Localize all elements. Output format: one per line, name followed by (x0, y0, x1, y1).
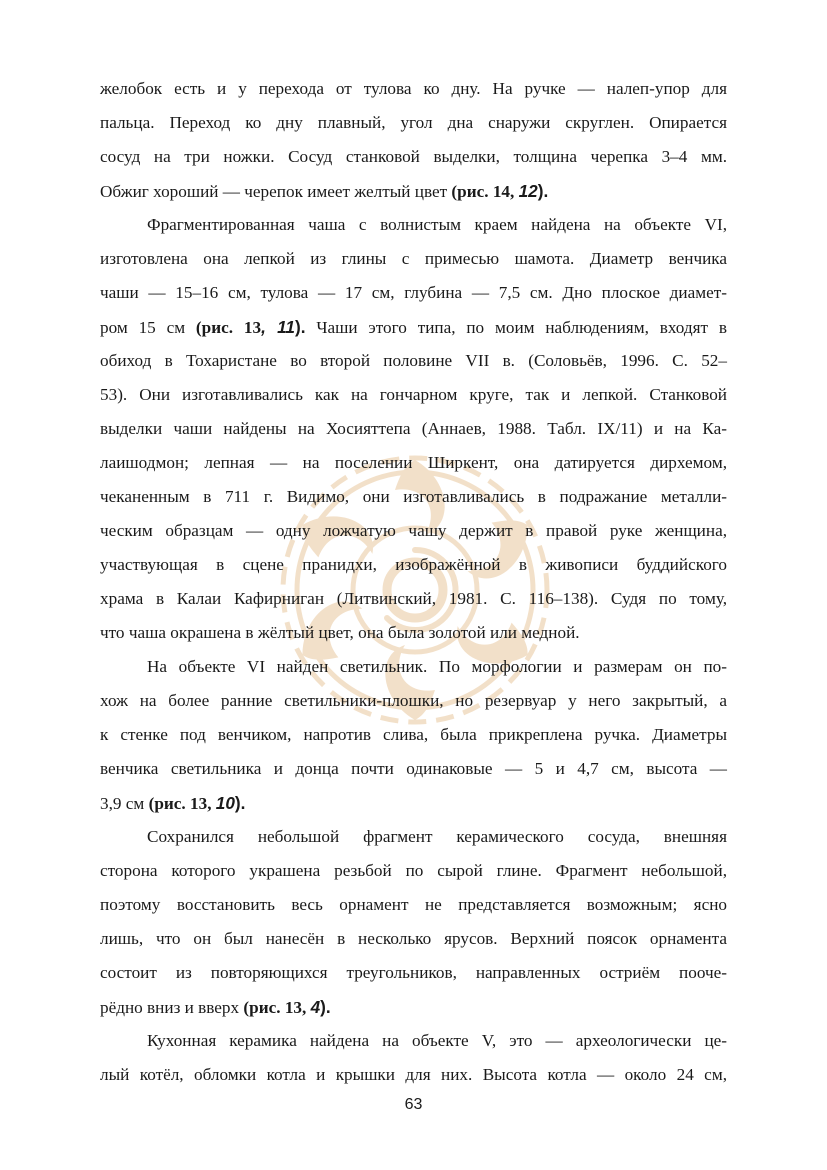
text-line (100, 922, 727, 956)
text-run: чеканенным в 711 г. Видимо, они изготавливались в подражание металли- (100, 487, 727, 506)
text-line (100, 480, 727, 514)
text-run: поэтому восстановить весь орнамент не представляется возможным; ясно (100, 895, 727, 914)
paragraph (100, 820, 727, 1024)
text-line (100, 684, 727, 718)
paragraph (100, 208, 727, 650)
text-run: Фрагментированная чаша с волнистым краем найдена на объекте VI, (147, 215, 727, 234)
figure-reference: (рис. 13 (195, 318, 262, 337)
text-line (100, 106, 727, 140)
text-run: состоит из повторяющихся треугольников, направленных остриём пооче- (100, 963, 727, 982)
text-line (100, 752, 727, 786)
figure-reference: ). (537, 181, 549, 201)
text-run: Кухонная керамика найдена на объекте V, это — археологически це- (147, 1031, 727, 1050)
text-line (100, 514, 727, 548)
text-line (100, 72, 727, 106)
text-line (100, 582, 727, 616)
text-line (100, 174, 727, 208)
paragraph (100, 650, 727, 820)
text-line (100, 888, 727, 922)
text-line (100, 412, 727, 446)
figure-reference: (рис. 13, (243, 998, 311, 1017)
text-run: чаши — 15–16 см, тулова — 17 см, глубина — 7,5 см. Дно плоское диамет- (100, 283, 727, 302)
figure-reference: (рис. 13, (148, 794, 216, 813)
text-run: ческим образцам — одну ложчатую чашу держит в правой руке женщина, (100, 521, 727, 540)
text-line (100, 548, 727, 582)
text-run: Сохранился небольшой фрагмент керамического сосуда, внешняя (147, 827, 727, 846)
text-line (100, 854, 727, 888)
text-line (100, 956, 727, 990)
text-run: пальца. Переход ко дну плавный, угол дна снаружи скруглен. Опирается (100, 113, 727, 132)
text-run: лаишодмон; лепная — на поселении Ширкент, она датируется дирхемом, (100, 453, 727, 472)
text-line (100, 820, 727, 854)
text-run: рёдно вниз и вверх (100, 998, 244, 1017)
text-run: выделки чаши найдены на Хосияттепа (Аннаев, 1988. Табл. IX/11) и на Ка- (100, 419, 727, 438)
text-run: участвующая в сцене пранидхи, изображённой в живописи буддийского (100, 555, 727, 574)
text-run: На объекте VI найден светильник. По морфологии и размерам он по- (147, 657, 727, 676)
figure-reference: ). (320, 997, 331, 1017)
text-run: сторона которого украшена резьбой по сырой глине. Фрагмент небольшой, (100, 861, 727, 880)
document-body (100, 72, 727, 1092)
text-line (100, 786, 727, 820)
figure-reference: ). (234, 793, 246, 813)
figure-reference: 12 (518, 181, 538, 201)
text-line (100, 990, 727, 1024)
figure-reference: (рис. 14, (451, 182, 519, 201)
paragraph (100, 72, 727, 208)
text-run: лишь, что он был нанесён в несколько ярусов. Верхний поясок орнамента (100, 929, 727, 948)
text-line (100, 344, 727, 378)
paragraph (100, 1024, 727, 1092)
text-run: лый котёл, обломки котла и крышки для них. Высота котла — около 24 см, (100, 1065, 727, 1084)
text-line (100, 140, 727, 174)
figure-reference: , 11 (261, 317, 295, 337)
text-run: хож на более ранние светильники-плошки, но резервуар у него закрытый, а (100, 691, 727, 710)
text-line (100, 378, 727, 412)
text-run: желобок есть и у перехода от тулова ко дну. На ручке — налеп-упор для (100, 79, 727, 98)
text-run: Обжиг хороший — черепок имеет желтый цвет (100, 182, 452, 201)
text-line (100, 650, 727, 684)
text-line (100, 208, 727, 242)
text-run: ром 15 см (100, 318, 196, 337)
text-run: 53). Они изготавливались как на гончарном круге, так и лепкой. Станковой (100, 385, 727, 404)
text-line (100, 1058, 727, 1092)
text-run: обиход в Тохаристане во второй половине VII в. (Соловьёв, 1996. С. 52– (100, 351, 727, 370)
figure-reference: ). (295, 317, 306, 337)
page-number: 63 (404, 1096, 423, 1113)
text-line (100, 446, 727, 480)
figure-reference: 10 (215, 793, 235, 813)
text-line (100, 242, 727, 276)
text-run: сосуд на три ножки. Сосуд станковой выделки, толщина черепка 3–4 мм. (100, 147, 727, 166)
text-line (100, 276, 727, 310)
figure-reference: 4 (310, 997, 321, 1017)
text-run: храма в Калаи Кафирниган (Литвинский, 1981. С. 116–138). Судя по тому, (100, 589, 727, 608)
text-run: изготовлена она лепкой из глины с примесью шамота. Диаметр венчика (100, 249, 727, 268)
text-run: 3,9 см (100, 794, 149, 813)
text-line (100, 310, 727, 344)
text-run: к стенке под венчиком, напротив слива, была прикреплена ручка. Диаметры (100, 725, 727, 744)
text-line (100, 718, 727, 752)
text-run: Чаши этого типа, по моим наблюдениям, входят в (305, 318, 727, 337)
text-line (100, 1024, 727, 1058)
text-run: что чаша окрашена в жёлтый цвет, она была золотой или медной. (100, 623, 580, 642)
text-line (100, 616, 727, 650)
text-run: венчика светильника и донца почти одинаковые — 5 и 4,7 см, высота — (100, 759, 727, 778)
